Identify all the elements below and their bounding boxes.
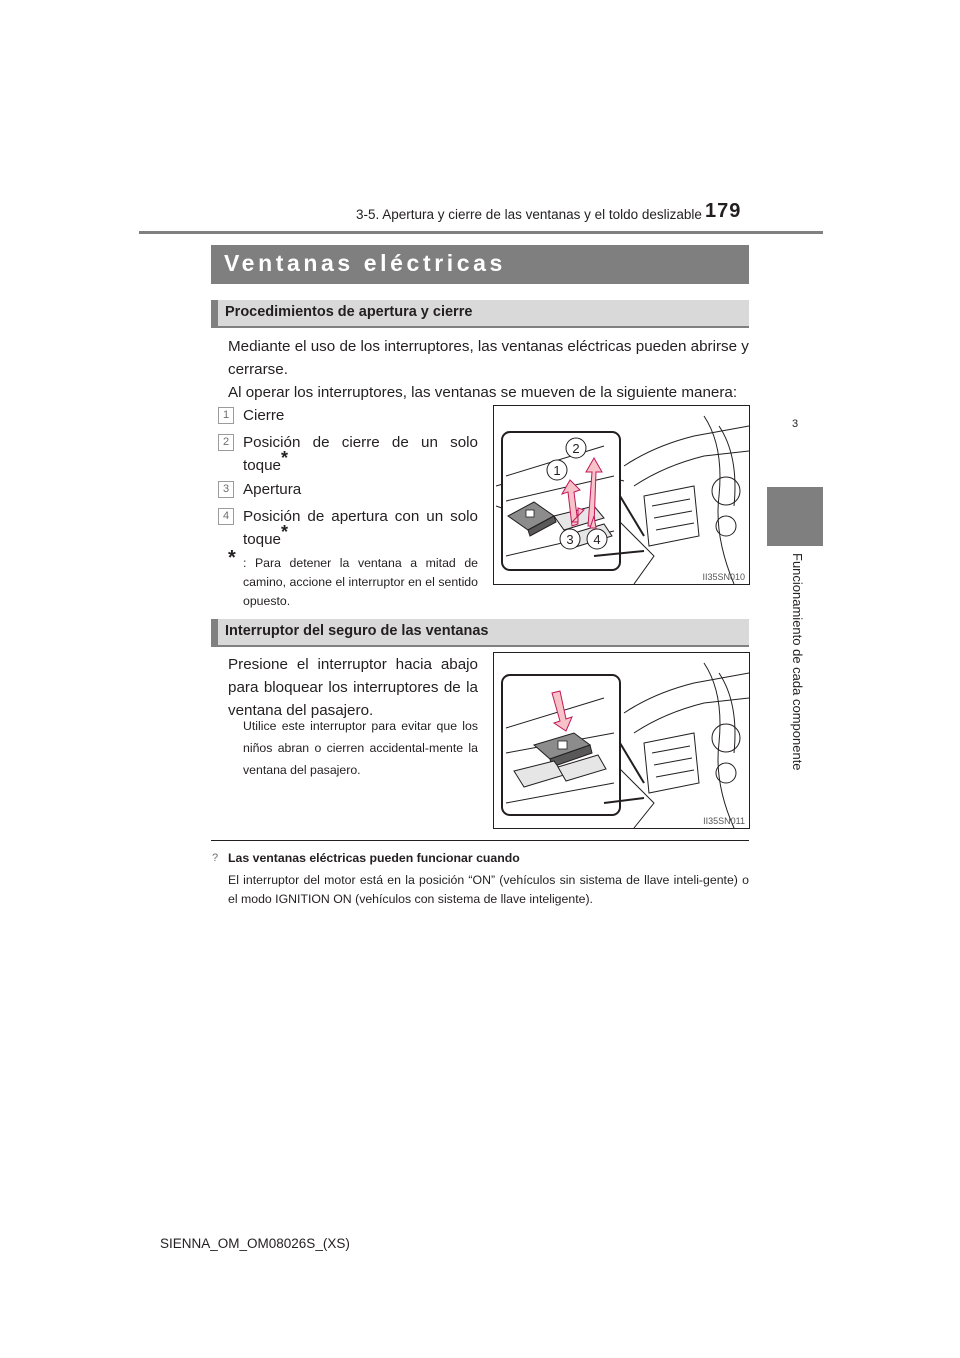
item-number-badge: 4 (218, 508, 234, 525)
figure-code: II35SN010 (702, 572, 745, 582)
section-heading-text: Interruptor del seguro de las ventanas (225, 623, 489, 639)
lock-note: Utilice este interruptor para evitar que los niños abran o cierren accidental-mente la ventana del pasajero. (243, 719, 478, 777)
bullet-icon: ? (212, 852, 219, 864)
heading-marker (211, 619, 218, 645)
item-label (243, 431, 478, 477)
asterisk-icon: * (281, 447, 289, 468)
item-label: Cierre (243, 407, 285, 424)
heading-marker (211, 300, 218, 326)
bottom-rule (211, 840, 749, 841)
intro-paragraph: Mediante el uso de los interruptores, las ventanas eléctricas pueden abrirse y cerrarse. (228, 338, 749, 378)
window-lock-illustration (494, 653, 749, 828)
item-number-badge: 1 (218, 407, 234, 424)
item-label: Apertura (243, 481, 302, 498)
section-heading-procedures (211, 300, 749, 328)
chapter-number: 3 (791, 418, 799, 430)
page-number: 179 (705, 200, 742, 222)
item-label-text: Posición de apertura con un solo toque (243, 508, 478, 548)
document-footer: SIENNA_OM_OM08026S_(XS) (160, 1236, 350, 1251)
item-number-badge: 2 (218, 434, 234, 451)
callout-4: 4 (593, 532, 601, 547)
window-switch-figure (493, 405, 750, 585)
figure-code: II35SN011 (703, 816, 745, 826)
footnote-text: : Para detener la ventana a mitad de camino, accione el interruptor en el sentido opuesto. (243, 556, 478, 608)
bottom-note-heading: Las ventanas eléctricas pueden funcionar cuando (228, 851, 520, 865)
page-title: Ventanas eléctricas (224, 250, 506, 276)
bottom-note-text: El interruptor del motor está en la posición “ON” (vehículos sin sistema de llave inteli-gente) o el modo IGNITION ON (vehículos con sistema de llave inteligente). (228, 873, 749, 906)
chapter-tab (767, 487, 823, 546)
callout-1: 1 (553, 463, 561, 478)
item-label-text: Posición de cierre de un solo toque (243, 434, 478, 474)
callout-2: 2 (572, 441, 580, 456)
item-number-badge: 3 (218, 481, 234, 498)
section-heading-lock (211, 619, 749, 647)
asterisk-icon: * (281, 521, 289, 542)
footnote-asterisk: * (228, 547, 236, 569)
header-section-title: 3-5. Apertura y cierre de las ventanas y el toldo deslizable (356, 207, 702, 222)
item-label (243, 505, 478, 551)
window-switch-illustration (494, 406, 749, 584)
section-heading-text: Procedimientos de apertura y cierre (225, 304, 473, 320)
window-lock-figure (493, 652, 750, 829)
lock-paragraph: Presione el interruptor hacia abajo para bloquear los interruptores de la ventana del pasajero. (228, 656, 478, 719)
intro-paragraph-2: Al operar los interruptores, las ventanas se mueven de la siguiente manera: (228, 384, 738, 401)
chapter-title: Funcionamiento de cada componente (790, 553, 805, 771)
callout-3: 3 (566, 532, 574, 547)
header-rule (139, 231, 823, 234)
